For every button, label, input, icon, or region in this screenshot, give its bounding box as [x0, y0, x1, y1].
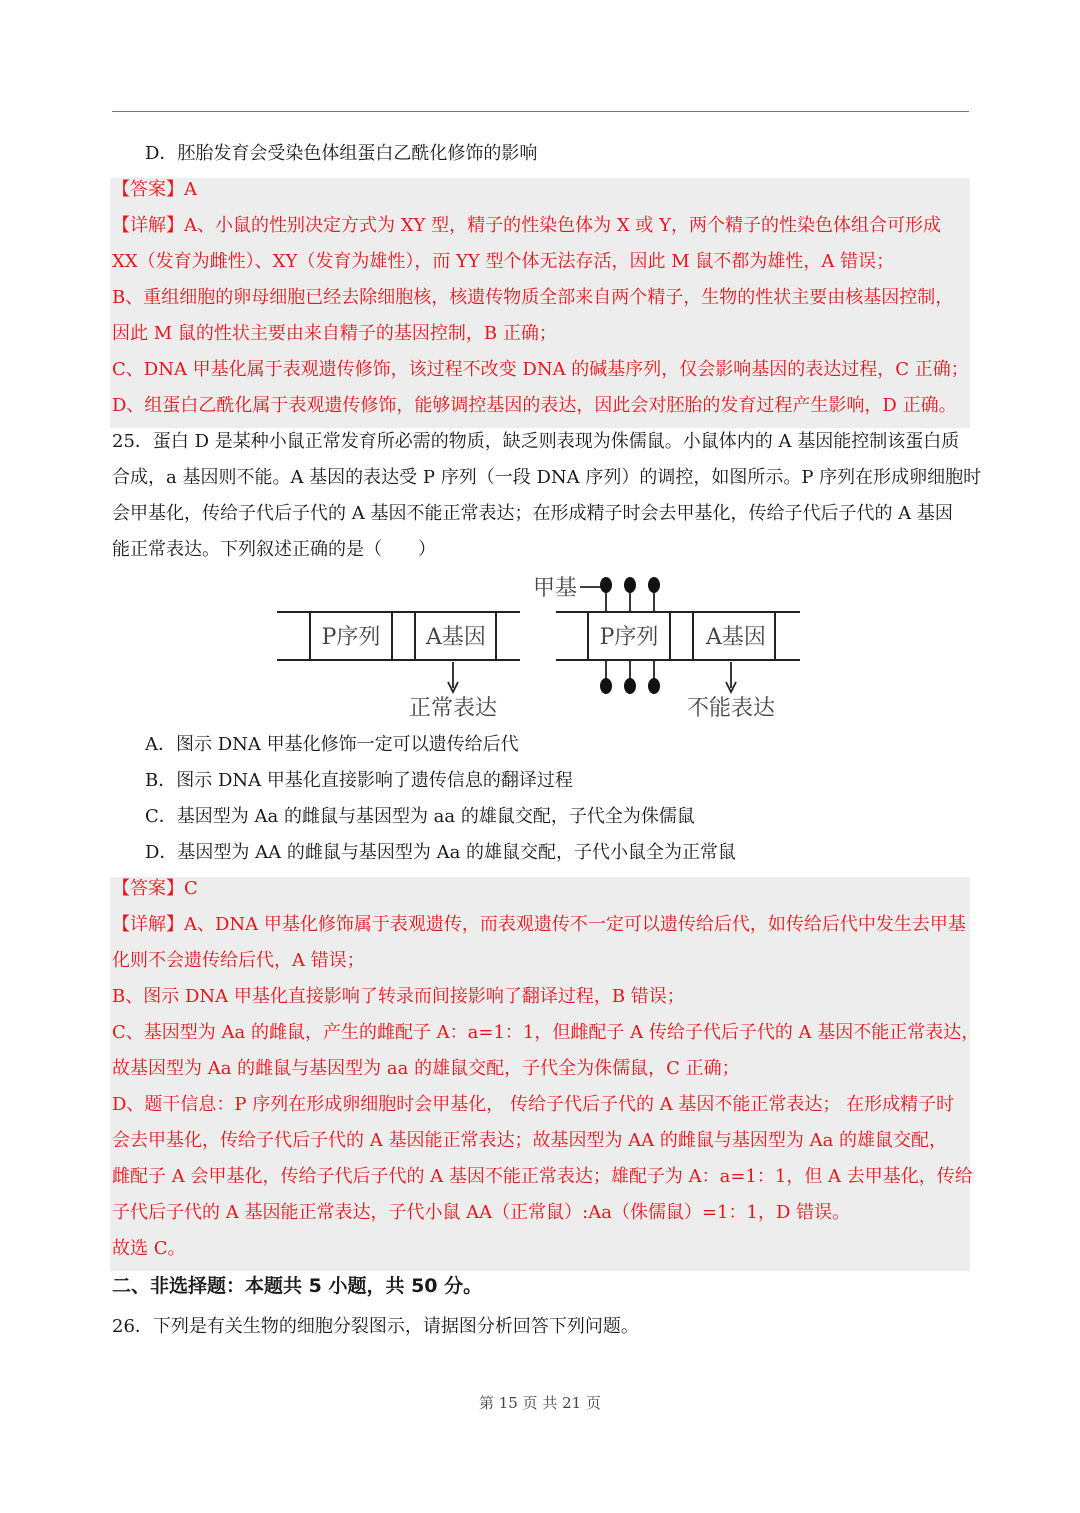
- dna-methylation-diagram: [0, 570, 1080, 730]
- q25-explanation-line: 化则不会遗传给后代，A 错误；: [112, 950, 365, 971]
- methyl-group-icon: [648, 678, 660, 694]
- q25-option-b: B．图示 DNA 甲基化直接影响了遗传信息的翻译过程: [145, 770, 573, 791]
- q25-explanation-line: 雌配子 A 会甲基化，传给子代后子代的 A 基因不能正常表达；雄配子为 A：a=1：1，但 A 去甲基化，传给: [112, 1166, 973, 1187]
- q24-explanation-line: XX（发育为雌性）、XY（发育为雄性），而 YY 型个体无法存活，因此 M 鼠不都为雄性，A 错误；: [112, 251, 895, 272]
- methyl-label: 甲基: [533, 576, 578, 601]
- p-sequence-label-left: P序列: [321, 625, 381, 650]
- q24-explanation-line: C、DNA 甲基化属于表观遗传修饰，该过程不改变 DNA 的碱基序列，仅会影响基因的表达过程，C 正确；: [112, 359, 969, 380]
- q25-explanation-line: D、题干信息：P 序列在形成卵细胞时会甲基化， 传给子代后子代的 A 基因不能正常表达； 在形成精子时: [112, 1094, 955, 1115]
- q24-explanation-line: 因此 M 鼠的性状主要由来自精子的基因控制，B 正确；: [112, 323, 557, 344]
- methyl-group-icon: [600, 678, 612, 694]
- q25-option-d: D．基因型为 AA 的雌鼠与基因型为 Aa 的雄鼠交配，子代小鼠全为正常鼠: [145, 842, 737, 863]
- q25-option-a: A．图示 DNA 甲基化修饰一定可以遗传给后代: [145, 734, 519, 755]
- q25-stem-line: 合成，a 基因则不能。A 基因的表达受 P 序列（一段 DNA 序列）的调控，如图所示。P 序列在形成卵细胞时: [112, 467, 982, 488]
- q25-explanation-line: B、图示 DNA 甲基化直接影响了转录而间接影响了翻译过程，B 错误；: [112, 986, 685, 1007]
- right-dna-segment: [533, 576, 800, 721]
- normal-expression-label: 正常表达: [408, 696, 498, 721]
- q25-stem-line: 会甲基化，传给子代后子代的 A 基因不能正常表达；在形成精子时会去甲基化，传给子代后子代的 A 基因: [112, 503, 953, 524]
- section-heading: 二、非选择题：本题共 5 小题，共 50 分。: [112, 1275, 483, 1297]
- q25-explanation-line: 【详解】A、DNA 甲基化修饰属于表观遗传，而表观遗传不一定可以遗传给后代，如传给后代中发生去甲基: [112, 914, 966, 935]
- p-sequence-label-right: P序列: [599, 625, 659, 650]
- q26-stem: 26．下列是有关生物的细胞分裂图示，请据图分析回答下列问题。: [112, 1316, 639, 1337]
- q25-explanation-line: 故基因型为 Aa 的雌鼠与基因型为 aa 的雄鼠交配，子代全为侏儒鼠，C 正确；: [112, 1058, 740, 1079]
- q24-explanation-line: D、组蛋白乙酰化属于表观遗传修饰，能够调控基因的表达，因此会对胚胎的发育过程产生影响，D 正确。: [112, 395, 957, 416]
- q25-stem-line: 能正常表达。下列叙述正确的是（ ）: [112, 539, 436, 560]
- methyl-group-icon: [624, 577, 636, 593]
- not-expressed-label: 不能表达: [686, 696, 776, 721]
- methyl-group-icon: [648, 577, 660, 593]
- q24-answer: 【答案】A: [112, 179, 197, 200]
- a-gene-label-right: A基因: [706, 625, 766, 650]
- a-gene-label-left: A基因: [426, 625, 486, 650]
- q25-stem-line: 25．蛋白 D 是某种小鼠正常发育所必需的物质，缺乏则表现为侏儒鼠。小鼠体内的 A 基因能控制该蛋白质: [112, 431, 960, 452]
- q25-answer: 【答案】C: [112, 878, 198, 899]
- q25-explanation-line: 子代后子代的 A 基因能正常表达，子代小鼠 AA（正常鼠）:Aa（侏儒鼠）=1：1，D 错误。: [112, 1202, 851, 1223]
- methyl-group-icon: [600, 577, 612, 593]
- q24-explanation-line: 【详解】A、小鼠的性别决定方式为 XY 型，精子的性染色体为 X 或 Y，两个精子的性染色体组合可形成: [112, 215, 941, 236]
- header-rule: [112, 111, 969, 112]
- q25-explanation-line: 会去甲基化，传给子代后子代的 A 基因能正常表达；故基因型为 AA 的雌鼠与基因型为 Aa 的雄鼠交配，: [112, 1130, 948, 1151]
- q25-explanation-line: 故选 C。: [112, 1238, 186, 1259]
- page-footer: 第 15 页 共 21 页: [478, 1394, 601, 1412]
- q24-option-d: D．胚胎发育会受染色体组蛋白乙酰化修饰的影响: [145, 143, 538, 164]
- q24-explanation-line: B、重组细胞的卵母细胞已经去除细胞核，核遗传物质全部来自两个精子，生物的性状主要由核基因控制，: [112, 287, 954, 308]
- left-dna-segment: [277, 612, 520, 721]
- methyl-group-icon: [624, 678, 636, 694]
- q25-option-c: C．基因型为 Aa 的雌鼠与基因型为 aa 的雄鼠交配，子代全为侏儒鼠: [145, 806, 695, 827]
- q25-explanation-line: C、基因型为 Aa 的雌鼠，产生的雌配子 A：a=1：1，但雌配子 A 传给子代后子代的 A 基因不能正常表达，: [112, 1022, 980, 1043]
